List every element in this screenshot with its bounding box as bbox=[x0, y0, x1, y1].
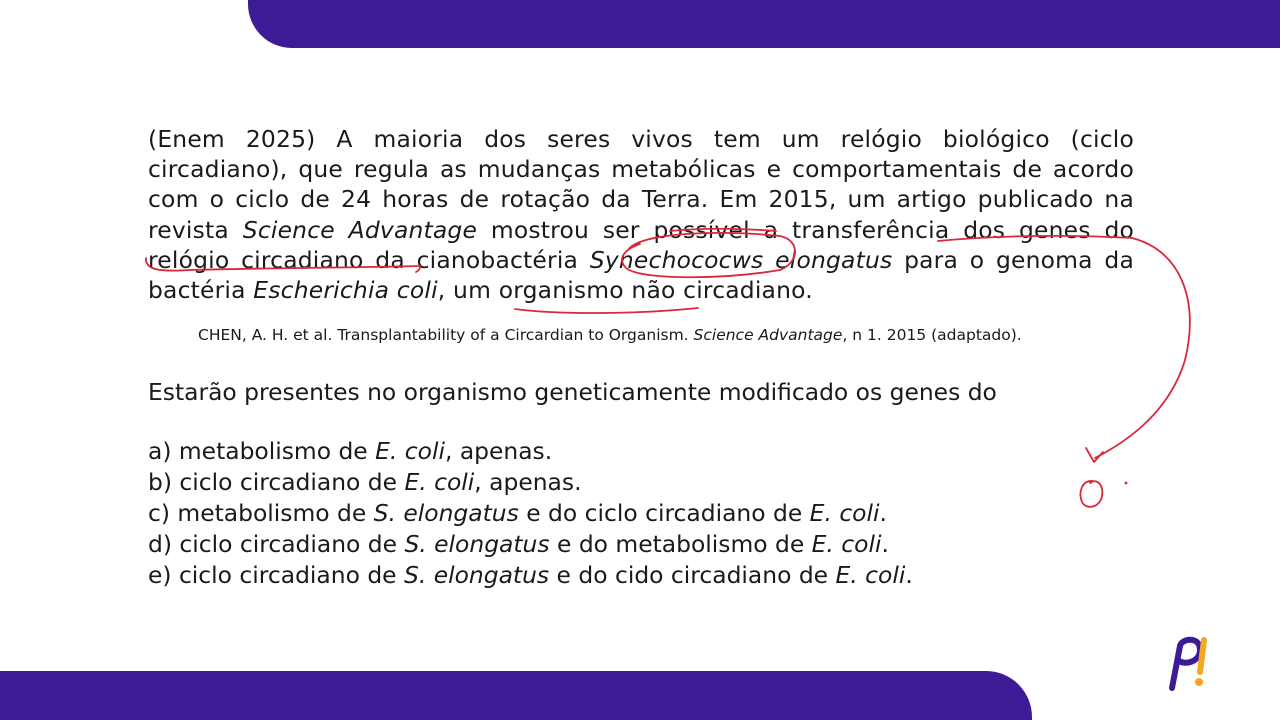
option-d-species-1: S. elongatus bbox=[404, 530, 550, 558]
option-c-species-2: E. coli bbox=[809, 499, 880, 527]
option-e-text: e) ciclo circadiano de bbox=[148, 561, 404, 589]
footer-band bbox=[0, 671, 1032, 720]
option-e-end: . bbox=[905, 561, 913, 589]
question-to-genome: para o genoma da bactéria bbox=[148, 245, 1134, 305]
journal-name: Science Advantage bbox=[242, 215, 478, 244]
option-d-end: . bbox=[881, 530, 889, 558]
option-b-text: b) ciclo circadiano de bbox=[148, 468, 405, 496]
option-c-middle: e do ciclo circadiano de bbox=[518, 499, 810, 527]
brand-logo-icon bbox=[1158, 632, 1214, 692]
option-b[interactable] bbox=[148, 467, 913, 498]
option-a-species: E. coli bbox=[375, 437, 445, 465]
citation-rest: , n 1. 2015 (adaptado). bbox=[842, 326, 1022, 344]
option-e[interactable] bbox=[148, 560, 913, 591]
option-b-end: , apenas. bbox=[474, 468, 582, 496]
citation-journal: Science Advantage bbox=[693, 326, 843, 344]
option-a-end: , apenas. bbox=[444, 437, 553, 465]
question-middle: mostrou ser possível a transferência dos genes do relógio circadiano da cianobactéria bbox=[148, 215, 1134, 274]
arrow-head bbox=[1086, 448, 1103, 462]
option-c-end: . bbox=[879, 499, 887, 527]
option-b-species: E. coli bbox=[404, 468, 475, 496]
option-e-middle: e do cido circadiano de bbox=[549, 561, 836, 589]
answer-mark-o bbox=[1080, 481, 1102, 507]
option-d-text: d) ciclo circadiano de bbox=[148, 530, 405, 558]
header-band bbox=[248, 0, 1280, 48]
question-intro: (Enem 2025) A maioria dos seres vivos tem um relógio biológico (ciclo circadiano), que regula as mudanças metabólicas e comportamentais de acordo com o ciclo de 24 horas de rotação da Terra. Em 2015, um artigo publicado na revista bbox=[148, 125, 1134, 244]
target-species: Escherichia coli bbox=[253, 276, 438, 305]
citation bbox=[198, 324, 1158, 346]
citation-authors: CHEN, A. H. et al. Transplantability of a Circardian to Organism. bbox=[198, 326, 694, 344]
option-d-species-2: E. coli bbox=[811, 530, 882, 558]
answer-mark-dot bbox=[1125, 482, 1128, 485]
option-d-middle: e do metabolismo de bbox=[549, 530, 812, 558]
option-e-species-1: S. elongatus bbox=[404, 561, 550, 589]
option-c-text: c) metabolismo de bbox=[148, 499, 374, 527]
option-a-text: a) metabolismo de bbox=[148, 437, 376, 465]
option-d[interactable] bbox=[148, 529, 913, 560]
option-e-species-2: E. coli bbox=[835, 561, 906, 589]
question-text bbox=[148, 124, 1134, 305]
question-end: , um organismo não circadiano. bbox=[437, 276, 813, 305]
question-prompt: Estarão presentes no organismo geneticamente modificado os genes do bbox=[148, 378, 997, 406]
option-c[interactable] bbox=[148, 498, 913, 529]
option-a[interactable] bbox=[148, 436, 913, 467]
underline-escherichia bbox=[515, 308, 698, 313]
source-species: Synechococws elongatus bbox=[589, 245, 893, 274]
option-c-species-1: S. elongatus bbox=[373, 499, 519, 527]
answer-options bbox=[148, 436, 913, 591]
